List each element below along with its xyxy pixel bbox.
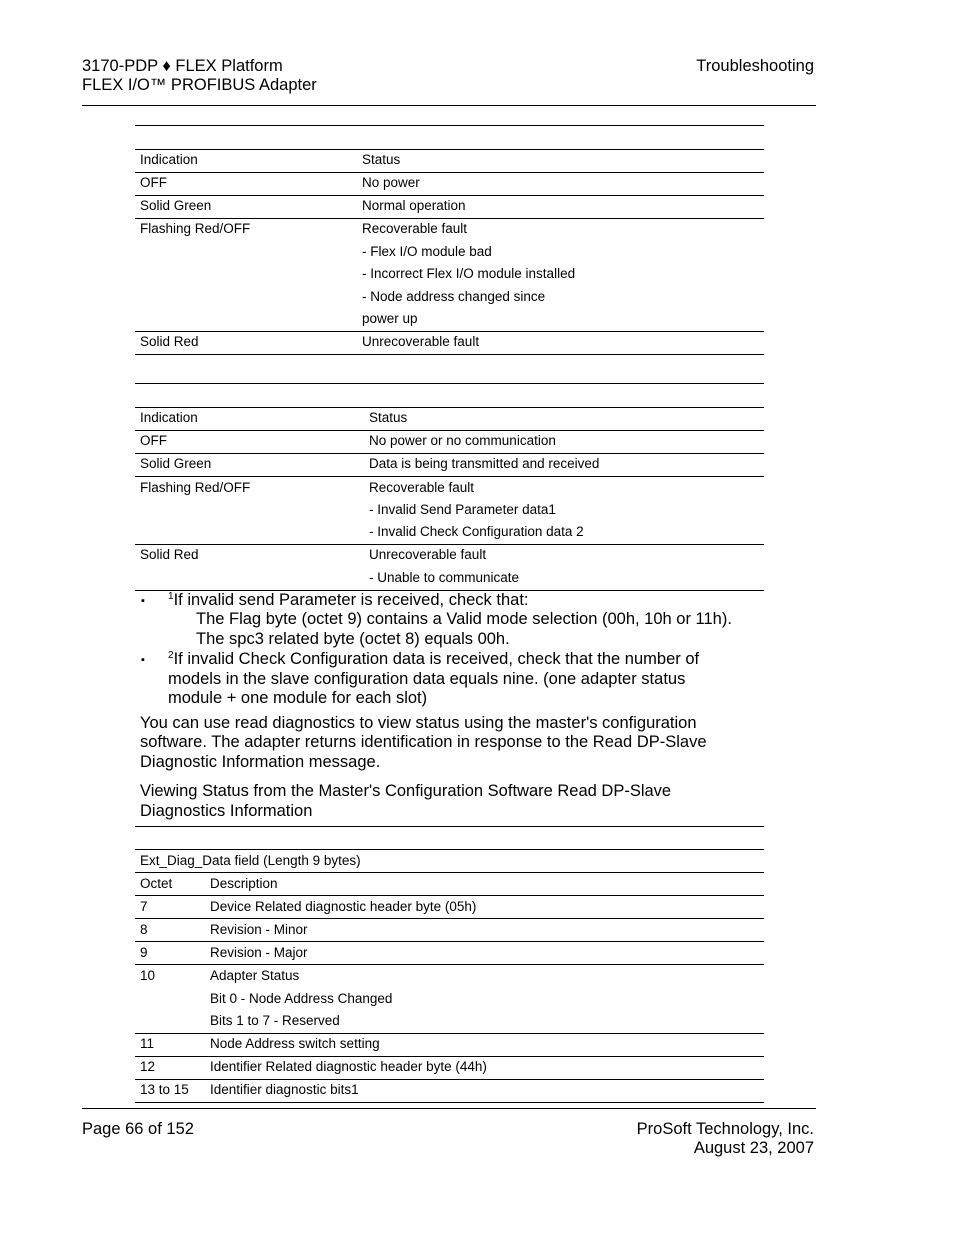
body-paragraph-line: software. The adapter returns identification in response to the Read DP-Slave [140, 733, 707, 751]
table-row-description: Revision - Minor [210, 922, 308, 937]
table-rule [135, 331, 764, 332]
table-row-octet: 11 [140, 1036, 155, 1051]
page-number: Page 66 of 152 [82, 1120, 194, 1138]
table-row-indication: Solid Green [140, 456, 212, 471]
table-row-status: No power or no communication [369, 433, 556, 448]
table-row-octet: 8 [140, 922, 148, 937]
body-paragraph-line: You can use read diagnostics to view status using the master's configuration [140, 714, 697, 732]
bullet-icon: ▪ [141, 654, 145, 666]
table-rule [135, 872, 764, 873]
footnote-marker: 1 [168, 591, 174, 602]
table-row-description: Device Related diagnostic header byte (05h) [210, 899, 477, 914]
body-paragraph-line: Diagnostic Information message. [140, 753, 381, 771]
table-row-description: Identifier diagnostic bits1 [210, 1082, 359, 1097]
table-rule [135, 544, 764, 545]
table-row-status: - Invalid Check Configuration data 2 [369, 524, 584, 539]
subheading-line: Viewing Status from the Master's Configuration Software Read DP-Slave [140, 782, 672, 800]
table-row-description: Identifier Related diagnostic header byte (44h) [210, 1059, 487, 1074]
table-row-description: Bit 0 - Node Address Changed [210, 991, 393, 1006]
table-rule [135, 1079, 764, 1080]
table-row-indication: OFF [140, 433, 167, 448]
table-row-status: Unrecoverable fault [362, 334, 480, 349]
column-header-status: Status [362, 152, 401, 167]
table-row-octet: 10 [140, 968, 156, 983]
table-rule [135, 918, 764, 919]
table-rule [135, 453, 764, 454]
table-row-status: - Unable to communicate [369, 570, 520, 585]
section-name: Troubleshooting [696, 57, 814, 75]
table-row-octet: 7 [140, 899, 148, 914]
column-header-status: Status [369, 410, 408, 425]
table-rule [135, 172, 764, 173]
table-row-indication: OFF [140, 175, 167, 190]
footnote-2 [168, 650, 699, 670]
table-rule [135, 895, 764, 896]
company-name: ProSoft Technology, Inc. [636, 1120, 814, 1138]
table-row-description: Node Address switch setting [210, 1036, 380, 1051]
table-row-description: Adapter Status [210, 968, 300, 983]
footer-rule [82, 1108, 816, 1109]
doc-subtitle: FLEX I/O™ PROFIBUS Adapter [82, 76, 317, 94]
table-row-indication: Flashing Red/OFF [140, 480, 251, 495]
table-rule [135, 407, 764, 408]
table-row-indication: Solid Red [140, 334, 199, 349]
table-rule [135, 849, 764, 850]
table-row-indication: Flashing Red/OFF [140, 221, 251, 236]
table-rule [135, 1056, 764, 1057]
table-rule [135, 149, 764, 150]
bullet-icon: ▪ [141, 595, 145, 607]
header-rule [82, 105, 816, 106]
column-header-octet: Octet [140, 876, 173, 891]
footnote-2-line: models in the slave configuration data equals nine. (one adapter status [168, 670, 686, 688]
column-header-description: Description [210, 876, 278, 891]
table-rule [135, 476, 764, 477]
table-rule [135, 195, 764, 196]
doc-title: 3170-PDP ♦ FLEX Platform [82, 57, 283, 75]
table-rule [135, 430, 764, 431]
table-row-status: power up [362, 311, 418, 326]
table-rule [135, 354, 764, 355]
table-row-octet: 13 to 15 [140, 1082, 189, 1097]
footnote-2-line: module + one module for each slot) [168, 689, 428, 707]
table-row-status: Data is being transmitted and received [369, 456, 600, 471]
table-rule [135, 1102, 764, 1103]
table-row-status: - Node address changed since [362, 289, 546, 304]
table-top-rule [135, 125, 764, 126]
publication-date: August 23, 2007 [693, 1139, 814, 1157]
footnote-1-detail: The spc3 related byte (octet 8) equals 00h. [196, 630, 510, 648]
column-header-indication: Indication [140, 152, 198, 167]
table-row-status: - Incorrect Flex I/O module installed [362, 266, 576, 281]
footnote-marker: 2 [168, 650, 174, 661]
table-row-octet: 12 [140, 1059, 156, 1074]
table-caption: Ext_Diag_Data field (Length 9 bytes) [140, 853, 361, 868]
table-row-status: Unrecoverable fault [369, 547, 487, 562]
table-row-description: Bits 1 to 7 - Reserved [210, 1013, 340, 1028]
table-row-indication: Solid Red [140, 547, 199, 562]
column-header-indication: Indication [140, 410, 198, 425]
table-row-status: No power [362, 175, 420, 190]
footnote-1-detail: The Flag byte (octet 9) contains a Valid mode selection (00h, 10h or 11h). [196, 610, 732, 628]
table-row-status: Recoverable fault [362, 221, 468, 236]
table-row-status: - Flex I/O module bad [362, 244, 492, 259]
footnote-text: If invalid Check Configuration data is received, check that the number of [173, 650, 700, 668]
table-rule [135, 1033, 764, 1034]
table-row-indication: Solid Green [140, 198, 212, 213]
table-rule [135, 964, 764, 965]
table-top-rule [135, 826, 764, 827]
table-rule [135, 941, 764, 942]
table-top-rule [135, 383, 764, 384]
table-row-status: - Invalid Send Parameter data1 [369, 502, 556, 517]
table-row-status: Normal operation [362, 198, 466, 213]
table-row-status: Recoverable fault [369, 480, 475, 495]
table-row-octet: 9 [140, 945, 148, 960]
subheading-line: Diagnostics Information [140, 802, 313, 820]
table-row-description: Revision - Major [210, 945, 308, 960]
footnote-1 [168, 591, 528, 611]
table-rule [135, 218, 764, 219]
footnote-text: If invalid send Parameter is received, check that: [173, 591, 529, 609]
